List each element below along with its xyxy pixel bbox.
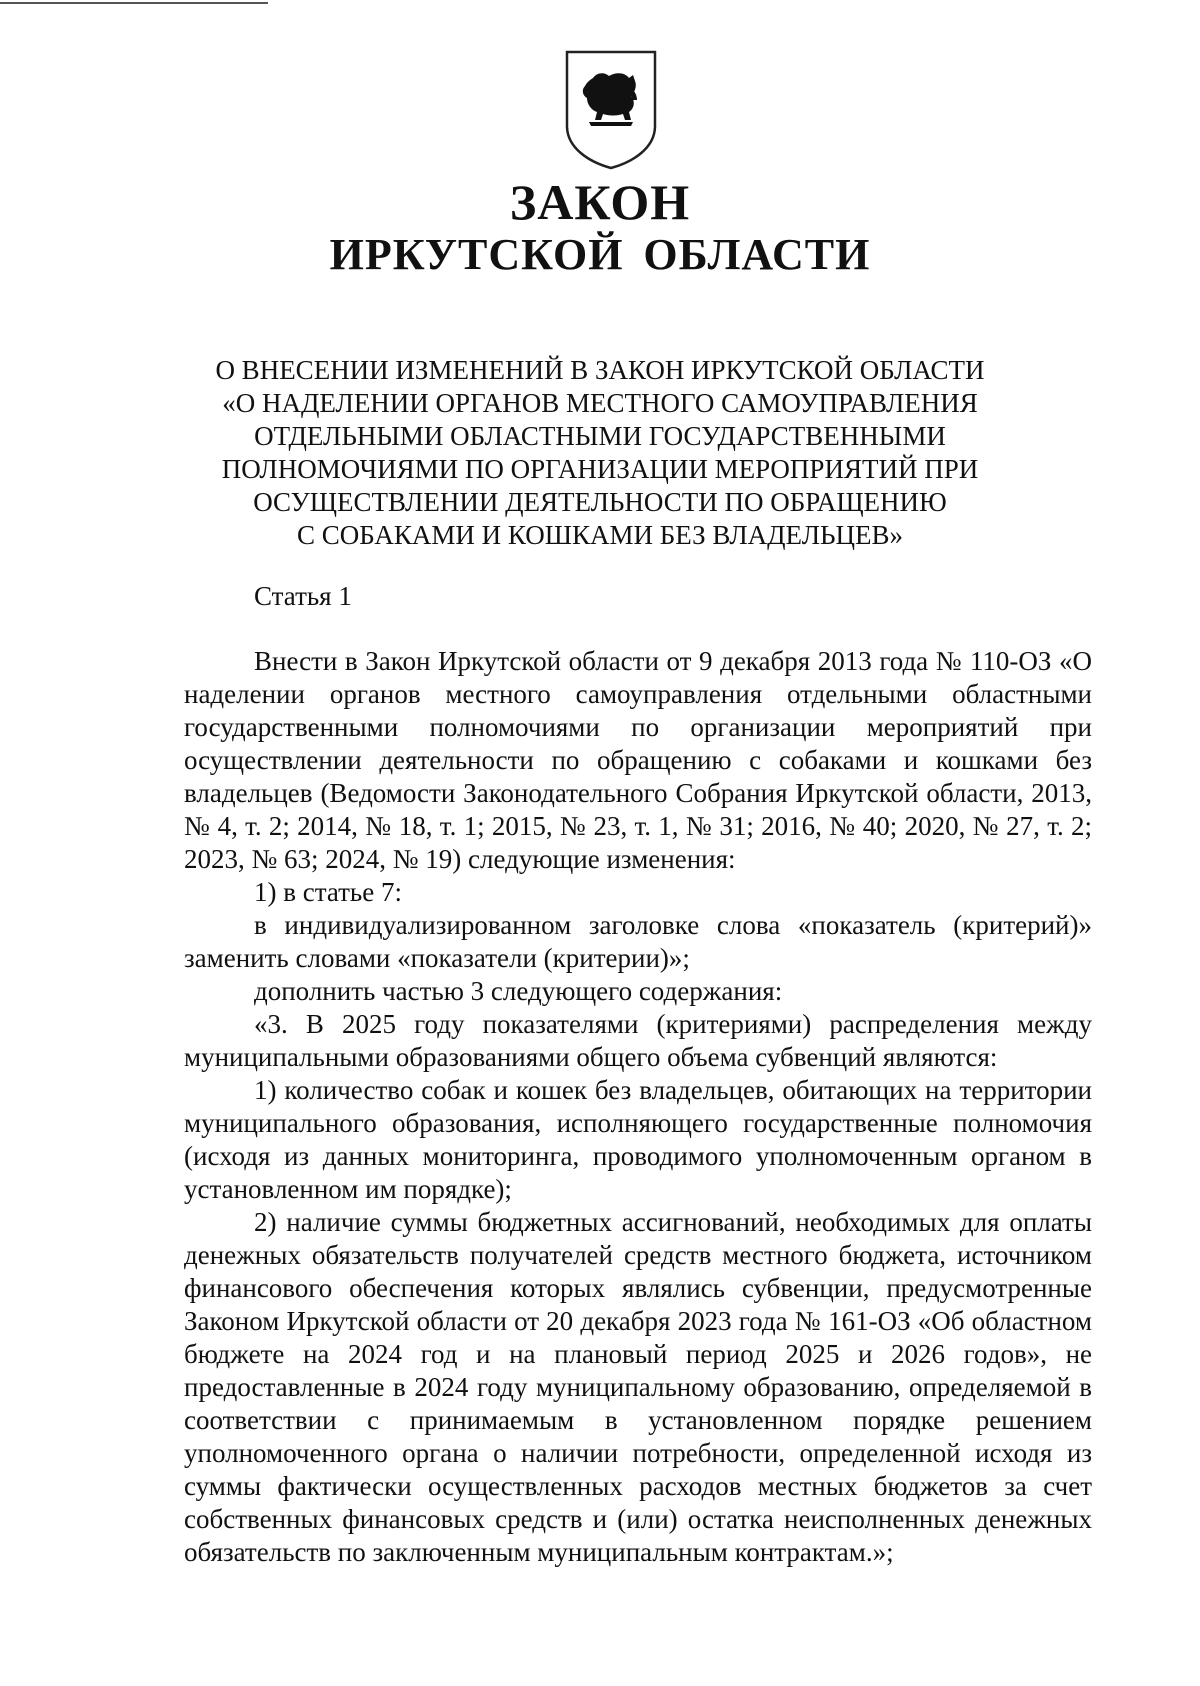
heading-line: ОТДЕЛЬНЫМИ ОБЛАСТНЫМИ ГОСУДАРСТВЕННЫМИ bbox=[254, 421, 946, 451]
law-title: ЗАКОН bbox=[509, 174, 691, 230]
paragraph: 1) в статье 7: bbox=[254, 877, 402, 907]
paragraph: 2) наличие суммы бюджетных ассигнований, необходимых для оплаты денежных обязательств получателей средств местного бюджета, источником финансового обеспечения которых являлись субвенции, предусмотренные Законом Иркутской области от 20 декабря 2023 года № 161-ОЗ «Об областном бюджете на 2024 год и на плановый период 2025 и 2026 годов», не предоставленные в 2024 году муниципальному образованию, определяемой в соответствии с принимаемым в установленном порядке решением уполномоченного органа о наличии потребности, определенной исходя из суммы фактически осуществленных расходов местных бюджетов за счет собственных финансовых средств и (или) остатка неисполненных денежных обязательств по заключенным муниципальным контрактам.»; bbox=[184, 1207, 1092, 1567]
heading-line: ПОЛНОМОЧИЯМИ ПО ОРГАНИЗАЦИИ МЕРОПРИЯТИЙ ПРИ bbox=[221, 454, 979, 484]
paragraph: в индивидуализированном заголовке слова «показатель (критерий)» заменить словами «показатели (критерии)»; bbox=[184, 910, 1092, 973]
article-number: Статья 1 bbox=[254, 581, 352, 611]
paragraph: дополнить частью 3 следующего содержания: bbox=[254, 976, 783, 1006]
heading-line: С СОБАКАМИ И КОШКАМИ БЕЗ ВЛАДЕЛЬЦЕВ» bbox=[296, 520, 904, 550]
heading-line: ОСУЩЕСТВЛЕНИИ ДЕЯТЕЛЬНОСТИ ПО ОБРАЩЕНИЮ bbox=[253, 487, 947, 517]
top-rule bbox=[0, 2, 268, 4]
paragraph: 1) количество собак и кошек без владельцев, обитающих на территории муниципального образования, исполняющего государственные полномочия (исходя из данных мониторинга, проводимого уполномоченным органом в установленном им порядке); bbox=[184, 1075, 1092, 1204]
irkutsk-coat-of-arms-icon bbox=[563, 48, 659, 170]
paragraph: Внести в Закон Иркутской области от 9 декабря 2013 года № 110-ОЗ «О наделении органов местного самоуправления отдельными областными государственными полномочиями по организации мероприятий при осуществлении деятельности по обращению с собаками и кошками без владельцев (Ведомости Законодательного Собрания Иркутской области, 2013, № 4, т. 2; 2014, № 18, т. 1; 2015, № 23, т. 1, № 31; 2016, № 40; 2020, № 27, т. 2; 2023, № 63; 2024, № 19) следующие изменения: bbox=[184, 646, 1092, 874]
heading-line: «О НАДЕЛЕНИИ ОРГАНОВ МЕСТНОГО САМОУПРАВЛЕНИЯ bbox=[222, 388, 978, 418]
heading-line: О ВНЕСЕНИИ ИЗМЕНЕНИЙ В ЗАКОН ИРКУТСКОЙ ОБЛАСТИ bbox=[215, 355, 985, 385]
paragraph: «3. В 2025 году показателями (критериями) распределения между муниципальными образованиями общего объема субвенций являются: bbox=[184, 1009, 1092, 1072]
law-heading bbox=[180, 354, 1020, 552]
document-body bbox=[184, 645, 1092, 1569]
region-title: ИРКУТСКОЙ ОБЛАСТИ bbox=[329, 230, 871, 279]
